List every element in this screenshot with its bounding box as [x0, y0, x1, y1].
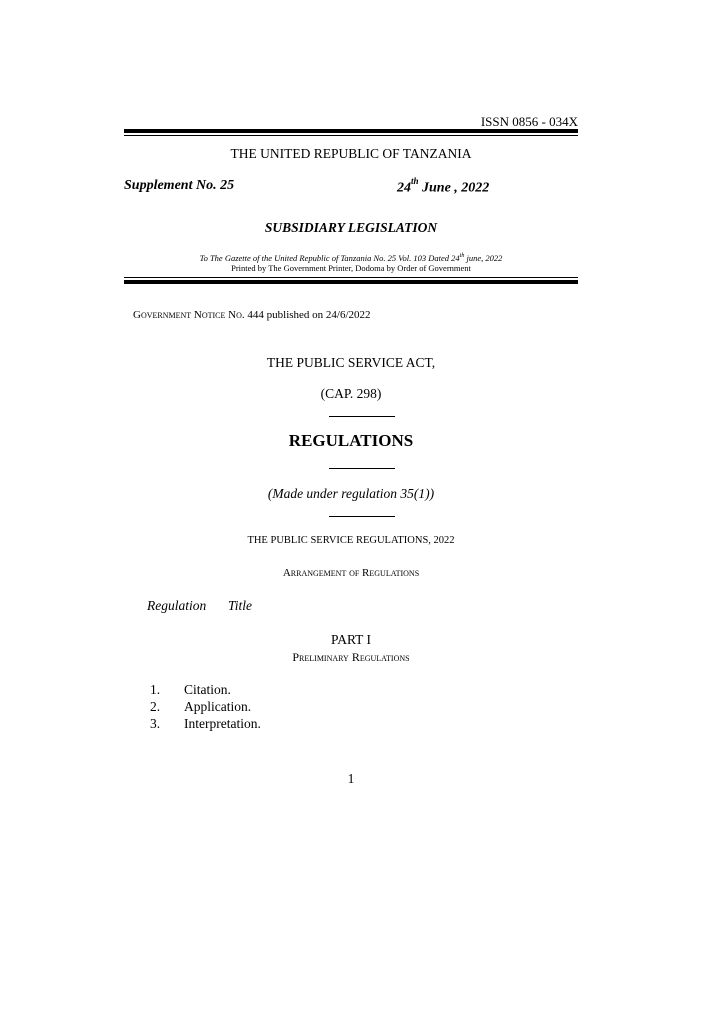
column-header-regulation: Regulation: [147, 598, 207, 613]
printer-line: Printed by The Government Printer, Dodoma by Order of Government: [231, 263, 471, 273]
government-notice: [133, 309, 371, 321]
arrangement-heading: Arrangement of Regulations: [282, 567, 420, 579]
made-under-line: (Made under regulation 35(1)): [267, 486, 435, 501]
country-name: THE UNITED REPUBLIC OF TANZANIA: [230, 146, 472, 161]
notice-label: Government Notice No.: [133, 309, 245, 321]
act-chapter: (CAP. 298): [320, 386, 382, 401]
date-day: 24: [397, 180, 411, 196]
item-number: 3.: [150, 716, 161, 731]
item-number: 1.: [150, 682, 161, 697]
header-top-thin-rule: [124, 135, 578, 136]
list-item: [150, 699, 251, 715]
regulations-title: THE PUBLIC SERVICE REGULATIONS, 2022: [247, 535, 455, 546]
act-title: THE PUBLIC SERVICE ACT,: [266, 355, 436, 370]
date-month-year: June , 2022: [418, 180, 490, 196]
part-number: PART I: [330, 632, 372, 647]
supplement-date: [397, 178, 489, 197]
divider-3: [329, 516, 395, 517]
page-number: 1: [347, 771, 355, 786]
list-item: [150, 716, 261, 732]
item-label: Citation.: [184, 682, 231, 697]
regulations-heading: REGULATIONS: [288, 431, 414, 450]
header-bottom-thin-rule: [124, 277, 578, 278]
divider-2: [329, 468, 395, 469]
gazette-text-b: june, 2022: [464, 253, 503, 263]
list-item: [150, 682, 231, 698]
subsidiary-legislation-heading: SUBSIDIARY LEGISLATION: [264, 220, 438, 235]
gazette-text-a: To The Gazette of the United Republic of Tanzania No. 25 Vol. 103 Dated 24: [199, 253, 460, 263]
item-label: Application.: [184, 699, 252, 714]
header-top-rule: [124, 129, 578, 133]
date-suffix: th: [411, 176, 419, 186]
column-header-title: Title: [228, 598, 253, 613]
notice-text: 444 published on 24/6/2022: [244, 309, 371, 321]
divider-1: [329, 416, 395, 417]
gazette-reference: [124, 253, 578, 263]
part-title: Preliminary Regulations: [292, 650, 410, 664]
supplement-number: Supplement No. 25: [124, 178, 235, 193]
header-bottom-rule: [124, 280, 578, 284]
item-label: Interpretation.: [184, 716, 261, 731]
issn-number: ISSN 0856 - 034X: [480, 114, 578, 129]
item-number: 2.: [150, 699, 161, 714]
gazette-sup: th: [459, 253, 465, 260]
